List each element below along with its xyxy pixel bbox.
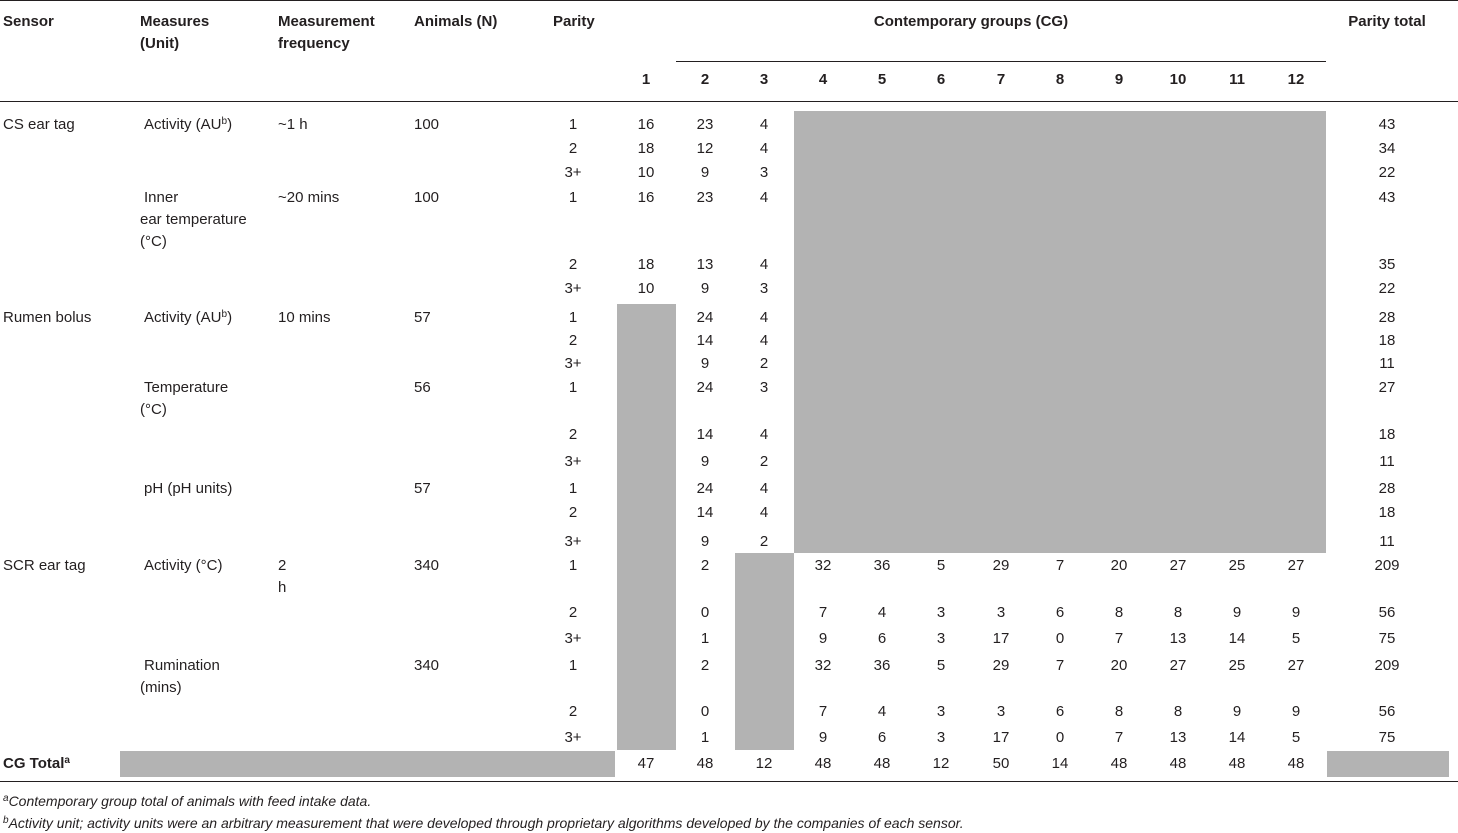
parity-total-value: 75 bbox=[1378, 630, 1396, 647]
header-frequency: Measurement bbox=[278, 13, 375, 30]
cg-total-6: 12 bbox=[932, 755, 950, 772]
header-cg-12: 12 bbox=[1287, 71, 1305, 88]
cg-2-value: 9 bbox=[700, 280, 710, 297]
measurement-frequency: h bbox=[278, 579, 287, 596]
measure-label: Inner bbox=[144, 189, 179, 206]
cg-11-value: 9 bbox=[1232, 703, 1242, 720]
cg-12-value: 9 bbox=[1291, 604, 1301, 621]
cg-5-value: 6 bbox=[877, 729, 887, 746]
cg-4-value: 32 bbox=[814, 557, 832, 574]
header-cg-3: 3 bbox=[759, 71, 769, 88]
cg-12-value: 5 bbox=[1291, 630, 1301, 647]
cg-11-value: 25 bbox=[1228, 657, 1246, 674]
measure-label: (mins) bbox=[140, 679, 182, 696]
measure-label: Activity (°C) bbox=[144, 557, 223, 574]
cg-1-value: 16 bbox=[637, 189, 655, 206]
parity-value: 2 bbox=[568, 332, 578, 349]
parity-value: 3+ bbox=[564, 630, 582, 647]
cg-3-value: 4 bbox=[759, 140, 769, 157]
parity-total-value: 34 bbox=[1378, 140, 1396, 157]
parity-total-value: 11 bbox=[1379, 453, 1395, 470]
parity-value: 1 bbox=[568, 480, 578, 497]
cg-3-value: 3 bbox=[759, 280, 769, 297]
cg-total-5: 48 bbox=[873, 755, 891, 772]
cg-11-value: 14 bbox=[1228, 630, 1246, 647]
cg-8-value: 0 bbox=[1055, 630, 1065, 647]
cg-12-value: 27 bbox=[1287, 557, 1305, 574]
header-cg-5: 5 bbox=[877, 71, 887, 88]
parity-total-value: 56 bbox=[1378, 604, 1396, 621]
cg-8-value: 6 bbox=[1055, 604, 1065, 621]
measure-label: pH (pH units) bbox=[144, 480, 233, 497]
cg-11-value: 9 bbox=[1232, 604, 1242, 621]
parity-total-value: 28 bbox=[1378, 309, 1396, 326]
shaded-cells-total-right bbox=[1327, 751, 1449, 777]
cg-2-value: 9 bbox=[700, 533, 710, 550]
cg-total-7: 50 bbox=[992, 755, 1010, 772]
cg-3-value: 4 bbox=[759, 480, 769, 497]
parity-total-value: 56 bbox=[1378, 703, 1396, 720]
cg-2-value: 14 bbox=[696, 332, 714, 349]
cg-3-value: 4 bbox=[759, 426, 769, 443]
animals-count: 340 bbox=[414, 557, 440, 574]
cg-4-value: 32 bbox=[814, 657, 832, 674]
measurement-frequency: 10 mins bbox=[278, 309, 331, 326]
cg-2-value: 24 bbox=[696, 309, 714, 326]
header-measures: (Unit) bbox=[140, 35, 180, 52]
parity-value: 3+ bbox=[564, 280, 582, 297]
cg-11-value: 14 bbox=[1228, 729, 1246, 746]
cg-9-value: 20 bbox=[1110, 557, 1128, 574]
parity-total-value: 11 bbox=[1379, 355, 1395, 372]
cg-total-2: 48 bbox=[696, 755, 714, 772]
cg-3-value: 4 bbox=[759, 256, 769, 273]
cg-8-value: 7 bbox=[1055, 657, 1065, 674]
sensor-name: Rumen bolus bbox=[3, 309, 92, 326]
cg-1-value: 10 bbox=[637, 280, 655, 297]
cg-3-value: 2 bbox=[759, 453, 769, 470]
cg-total-8: 14 bbox=[1051, 755, 1069, 772]
measure-label: Activity $(AU^b)$ bbox=[144, 116, 233, 133]
header-cg-7: 7 bbox=[996, 71, 1006, 88]
animals-count: 57 bbox=[414, 480, 431, 497]
cg-2-value: 12 bbox=[696, 140, 714, 157]
cg-7-value: 29 bbox=[992, 657, 1010, 674]
cg-5-value: 4 bbox=[877, 703, 887, 720]
cg-3-value: 4 bbox=[759, 309, 769, 326]
animals-count: 340 bbox=[414, 657, 440, 674]
cg-8-value: 6 bbox=[1055, 703, 1065, 720]
top-rule bbox=[0, 0, 1458, 1]
cg-2-value: 24 bbox=[696, 379, 714, 396]
cg-1-value: 10 bbox=[637, 164, 655, 181]
cg-7-value: 3 bbox=[996, 604, 1006, 621]
measure-label: (°C) bbox=[140, 401, 167, 418]
cg-3-value: 4 bbox=[759, 504, 769, 521]
parity-total-value: 18 bbox=[1378, 504, 1396, 521]
cg-2-value: 14 bbox=[696, 504, 714, 521]
cg-6-value: 3 bbox=[936, 729, 946, 746]
cg-1-value: 18 bbox=[637, 140, 655, 157]
measure-label: Temperature bbox=[144, 379, 229, 396]
cg-6-value: 3 bbox=[936, 630, 946, 647]
parity-total-value: 209 bbox=[1374, 657, 1400, 674]
parity-value: 1 bbox=[568, 657, 578, 674]
parity-total-value: 11 bbox=[1379, 533, 1395, 550]
parity-value: 1 bbox=[568, 557, 578, 574]
cg-12-value: 27 bbox=[1287, 657, 1305, 674]
cg-5-value: 36 bbox=[873, 557, 891, 574]
measurement-frequency: ~20 mins bbox=[278, 189, 340, 206]
cg-10-value: 13 bbox=[1169, 630, 1187, 647]
measurement-frequency: 2 bbox=[278, 557, 287, 574]
animals-count: 100 bbox=[414, 116, 440, 133]
cg-10-value: 13 bbox=[1169, 729, 1187, 746]
cg-4-value: 7 bbox=[818, 703, 828, 720]
cg-1-value: 18 bbox=[637, 256, 655, 273]
cg-2-value: 9 bbox=[700, 355, 710, 372]
parity-total-value: 28 bbox=[1378, 480, 1396, 497]
cg-9-value: 8 bbox=[1114, 703, 1124, 720]
parity-total-value: 43 bbox=[1378, 116, 1396, 133]
animals-count: 56 bbox=[414, 379, 431, 396]
measure-label: Activity $(AU^b)$ bbox=[144, 309, 233, 326]
parity-value: 1 bbox=[568, 116, 578, 133]
header-cg-6: 6 bbox=[936, 71, 946, 88]
header-animals: Animals (N) bbox=[414, 13, 498, 30]
header-contemporary-groups: Contemporary groups (CG) bbox=[873, 13, 1069, 30]
shaded-cells-total-left bbox=[120, 751, 615, 777]
parity-total-value: 43 bbox=[1378, 189, 1396, 206]
cg-5-value: 6 bbox=[877, 630, 887, 647]
bottom-rule bbox=[0, 781, 1458, 782]
cg-8-value: 7 bbox=[1055, 557, 1065, 574]
measurement-frequency: ~1 h bbox=[278, 116, 308, 133]
cg-10-value: 27 bbox=[1169, 557, 1187, 574]
parity-value: 2 bbox=[568, 604, 578, 621]
cg-2-value: 23 bbox=[696, 116, 714, 133]
measure-label: ear temperature bbox=[140, 211, 247, 228]
parity-value: 2 bbox=[568, 256, 578, 273]
parity-value: 3+ bbox=[564, 729, 582, 746]
cg-9-value: 7 bbox=[1114, 630, 1124, 647]
parity-total-value: 75 bbox=[1378, 729, 1396, 746]
header-sensor: Sensor bbox=[3, 13, 54, 30]
footnote-b: $^b$Activity unit; activity units were an arbitrary measurement that were developed through proprietary algorithms developed by the companies of each sensor. bbox=[3, 815, 964, 831]
header-frequency: frequency bbox=[278, 35, 350, 52]
cg-11-value: 25 bbox=[1228, 557, 1246, 574]
parity-total-value: 18 bbox=[1378, 426, 1396, 443]
cg-total-12: 48 bbox=[1287, 755, 1305, 772]
cg-2-value: 0 bbox=[700, 703, 710, 720]
cg-2-value: 24 bbox=[696, 480, 714, 497]
cg-3-value: 3 bbox=[759, 379, 769, 396]
header-cg-8: 8 bbox=[1055, 71, 1065, 88]
cg-header-rule bbox=[676, 61, 1326, 62]
parity-total-value: 27 bbox=[1378, 379, 1396, 396]
cg-7-value: 17 bbox=[992, 729, 1010, 746]
parity-value: 1 bbox=[568, 189, 578, 206]
parity-value: 2 bbox=[568, 426, 578, 443]
cg-10-value: 8 bbox=[1173, 604, 1183, 621]
cg-3-value: 3 bbox=[759, 164, 769, 181]
cg-4-value: 9 bbox=[818, 729, 828, 746]
header-parity: Parity bbox=[553, 13, 595, 30]
cg-6-value: 5 bbox=[936, 657, 946, 674]
parity-value: 3+ bbox=[564, 533, 582, 550]
cg-6-value: 3 bbox=[936, 604, 946, 621]
animals-count: 100 bbox=[414, 189, 440, 206]
cg-1-value: 16 bbox=[637, 116, 655, 133]
parity-total-value: 209 bbox=[1374, 557, 1400, 574]
parity-value: 2 bbox=[568, 140, 578, 157]
footnote-a: $^a$Contemporary group total of animals with feed intake data. bbox=[3, 793, 372, 809]
parity-value: 2 bbox=[568, 703, 578, 720]
cg-2-value: 23 bbox=[696, 189, 714, 206]
animals-count: 57 bbox=[414, 309, 431, 326]
header-cg-4: 4 bbox=[818, 71, 828, 88]
cg-6-value: 3 bbox=[936, 703, 946, 720]
cg-9-value: 8 bbox=[1114, 604, 1124, 621]
cg-2-value: 9 bbox=[700, 453, 710, 470]
header-bottom-rule bbox=[0, 101, 1458, 102]
cg-2-value: 1 bbox=[700, 729, 710, 746]
cg-2-value: 1 bbox=[700, 630, 710, 647]
cg-6-value: 5 bbox=[936, 557, 946, 574]
cg-7-value: 17 bbox=[992, 630, 1010, 647]
cg-4-value: 7 bbox=[818, 604, 828, 621]
cg-2-value: 14 bbox=[696, 426, 714, 443]
cg-12-value: 9 bbox=[1291, 703, 1301, 720]
shaded-cells-cg4-12 bbox=[794, 111, 1326, 553]
cg-10-value: 8 bbox=[1173, 703, 1183, 720]
cg-9-value: 20 bbox=[1110, 657, 1128, 674]
cg-2-value: 2 bbox=[700, 657, 710, 674]
header-cg-1: 1 bbox=[641, 71, 651, 88]
parity-total-value: 18 bbox=[1378, 332, 1396, 349]
header-cg-2: 2 bbox=[700, 71, 710, 88]
cg-total-label: CG Total$^a$ bbox=[3, 755, 70, 772]
cg-5-value: 36 bbox=[873, 657, 891, 674]
parity-value: 3+ bbox=[564, 355, 582, 372]
cg-2-value: 0 bbox=[700, 604, 710, 621]
cg-5-value: 4 bbox=[877, 604, 887, 621]
sensor-name: SCR ear tag bbox=[3, 557, 86, 574]
cg-8-value: 0 bbox=[1055, 729, 1065, 746]
cg-2-value: 13 bbox=[696, 256, 714, 273]
parity-total-value: 35 bbox=[1378, 256, 1396, 273]
parity-value: 3+ bbox=[564, 164, 582, 181]
cg-7-value: 29 bbox=[992, 557, 1010, 574]
cg-3-value: 4 bbox=[759, 116, 769, 133]
cg-3-value: 4 bbox=[759, 332, 769, 349]
header-cg-10: 10 bbox=[1169, 71, 1187, 88]
cg-total-4: 48 bbox=[814, 755, 832, 772]
cg-total-10: 48 bbox=[1169, 755, 1187, 772]
cg-12-value: 5 bbox=[1291, 729, 1301, 746]
cg-10-value: 27 bbox=[1169, 657, 1187, 674]
cg-2-value: 2 bbox=[700, 557, 710, 574]
header-measures: Measures bbox=[140, 13, 210, 30]
cg-7-value: 3 bbox=[996, 703, 1006, 720]
sensor-name: CS ear tag bbox=[3, 116, 75, 133]
cg-4-value: 9 bbox=[818, 630, 828, 647]
cg-total-1: 47 bbox=[637, 755, 655, 772]
cg-2-value: 9 bbox=[700, 164, 710, 181]
cg-3-value: 2 bbox=[759, 533, 769, 550]
parity-value: 2 bbox=[568, 504, 578, 521]
parity-total-value: 22 bbox=[1378, 280, 1396, 297]
parity-value: 3+ bbox=[564, 453, 582, 470]
parity-value: 1 bbox=[568, 309, 578, 326]
parity-total-value: 22 bbox=[1378, 164, 1396, 181]
cg-9-value: 7 bbox=[1114, 729, 1124, 746]
cg-total-9: 48 bbox=[1110, 755, 1128, 772]
header-parity-total: Parity total bbox=[1348, 13, 1426, 30]
measure-label: (°C) bbox=[140, 233, 167, 250]
header-cg-11: 11 bbox=[1229, 71, 1245, 88]
cg-3-value: 2 bbox=[759, 355, 769, 372]
header-cg-9: 9 bbox=[1114, 71, 1124, 88]
cg-3-value: 4 bbox=[759, 189, 769, 206]
cg-total-3: 12 bbox=[755, 755, 773, 772]
parity-value: 1 bbox=[568, 379, 578, 396]
measure-label: Rumination bbox=[144, 657, 220, 674]
cg-total-11: 48 bbox=[1228, 755, 1246, 772]
